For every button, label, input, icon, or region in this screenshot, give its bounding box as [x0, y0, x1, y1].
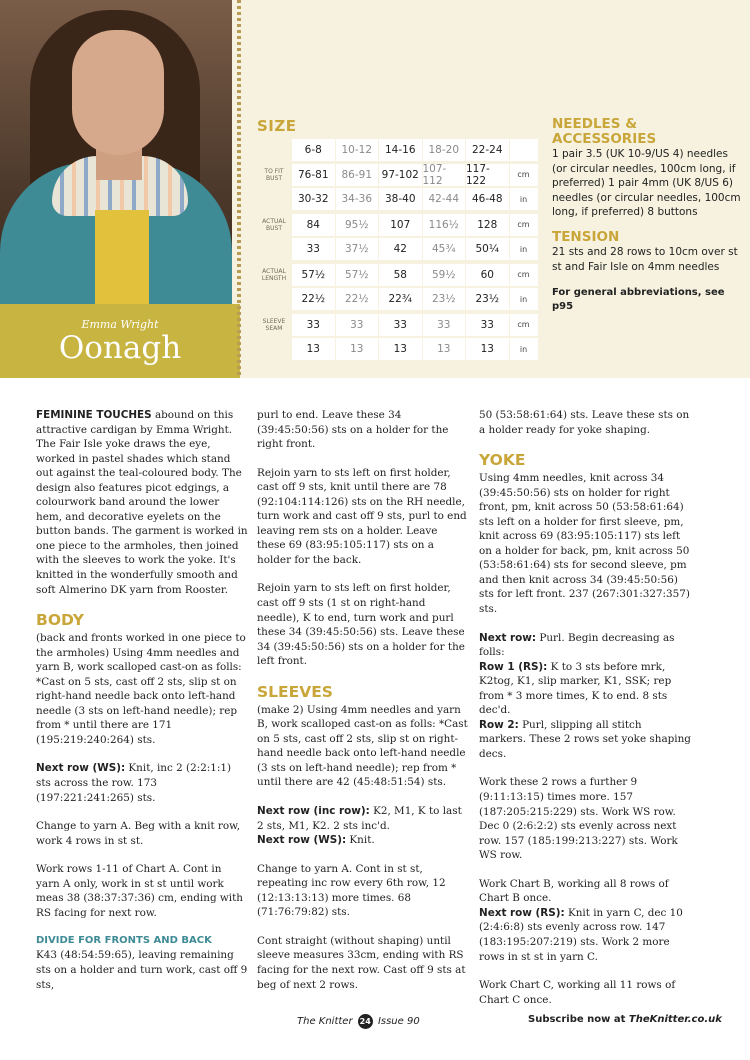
size-cell: 22-24	[466, 139, 509, 161]
size-cell: 46-48	[466, 188, 509, 210]
size-cell: 22½	[292, 288, 335, 310]
yoke-heading: YOKE	[479, 451, 526, 470]
size-cell: 86-91	[336, 164, 379, 186]
size-cell: 33	[466, 314, 509, 336]
intro-text: abound on this attractive cardigan by Emma Wright. The Fair Isle yoke draws the eye, worked in pastel shades which stand out against the teal-coloured body. The design also features picot edgings, a colourwork band around the lower hem, and decorative eyelets on the button bands. The garment is worked in one piece to the armholes, then joined with the sleeves to work the yoke. It's knitted in the wonderfully smooth and soft Almerino DK yarn from Rooster.	[36, 409, 248, 596]
size-table-row	[257, 213, 539, 238]
designer-name: Emma Wright	[81, 318, 159, 331]
size-cell: 117-122	[466, 164, 509, 186]
size-cell: 45¾	[423, 238, 466, 260]
text-column-1	[36, 408, 248, 1006]
tension-text: 21 sts and 28 rows to 10cm over st st and Fair Isle on 4mm needles	[552, 245, 738, 273]
stitch-divider	[237, 0, 241, 378]
sleeves-straight: Cont straight (without shaping) until sleeve measures 33cm, ending with RS facing for the next row. Cast off 9 sts at beg of next 2 rows.	[257, 934, 466, 991]
size-cell: 13	[336, 338, 379, 360]
size-cell: 95½	[336, 214, 379, 236]
size-cell: 18-20	[423, 139, 466, 161]
row2-text: Purl, slipping all stitch markers. These 2 rows set yoke shaping decs.	[479, 718, 691, 760]
model-photo	[0, 0, 232, 304]
size-cell: 10-12	[336, 139, 379, 161]
sleeves-shaping: Change to yarn A. Cont in st st, repeating inc row every 6th row, 12 (12:13:13:13) more times. 68 (71:76:79:82) sts.	[257, 862, 446, 919]
size-cell: 42	[379, 238, 422, 260]
site-link[interactable]: TheKnitter.co.uk	[628, 1014, 722, 1025]
size-unit: cm	[510, 214, 538, 236]
size-cell: 42-44	[423, 188, 466, 210]
yoke-rows	[479, 631, 691, 762]
size-cell: 13	[466, 338, 509, 360]
row1-label: Row 1 (RS):	[479, 660, 548, 673]
size-cell: 76-81	[292, 164, 335, 186]
body-heading: BODY	[36, 611, 84, 630]
size-table-row	[257, 163, 539, 188]
pattern-title: Oonagh	[58, 330, 182, 366]
size-cell: 6-8	[292, 139, 335, 161]
body-change-yarn: Change to yarn A. Beg with a knit row, work 4 rows in st st.	[36, 820, 241, 847]
chart-b-text	[479, 877, 691, 964]
size-cell: 50¼	[466, 238, 509, 260]
yoke-next-row-label: Next row:	[479, 631, 537, 644]
size-table	[257, 138, 539, 362]
chart-c-text: Work Chart C, working all 11 rows of Chart C once.	[479, 979, 676, 1006]
abbreviations-note: For general abbreviations, see p95	[552, 287, 725, 313]
size-table-row	[257, 138, 539, 163]
body-instructions: (back and fronts worked in one piece to the armholes) Using 4mm needles and yarn B, work scalloped cast-on as folls: *Cast on 5 sts, cast off 2 sts, slip st on right-hand needle back onto left-hand needle (3 sts on left-hand needle); rep from * until there are 171 (195:219:240:264) sts.	[36, 632, 246, 746]
size-cell: 57½	[292, 264, 335, 286]
sleeves-heading: SLEEVES	[257, 682, 333, 701]
ws-row-text: Knit.	[349, 834, 375, 847]
size-cell: 33	[336, 314, 379, 336]
size-row-label: SLEEVE SEAM	[262, 317, 286, 332]
footer-magazine	[297, 1014, 420, 1029]
sleeves-inc-row	[257, 804, 469, 848]
yoke-instructions: Using 4mm needles, knit across 34 (39:45:50:56) sts on holder for right front, pm, knit across 50 (53:58:61:64) sts left on a holder for first sleeve, pm, knit across 69 (83:95:105:117) sts left on a holder for back, pm, knit across 50 (53:58:61:64) sts for second sleeve, pm and then knit across 34 (39:45:50:56) sts for left front. 237 (267:301:327:357) sts.	[479, 472, 690, 616]
size-cell: 30-32	[292, 188, 335, 210]
size-table-row	[257, 187, 539, 212]
size-cell: 37½	[336, 238, 379, 260]
size-cell: 116½	[423, 214, 466, 236]
intro-paragraph	[36, 408, 248, 597]
size-cell: 59½	[423, 264, 466, 286]
text-column-3	[479, 408, 691, 1021]
page-number: 24	[358, 1014, 373, 1029]
page-footer	[0, 1014, 750, 1032]
size-cell: 57½	[336, 264, 379, 286]
intro-lead: FEMININE TOUCHES	[36, 409, 152, 421]
size-cell: 13	[379, 338, 422, 360]
row1-text: K to 3 sts before mrk, K2tog, K1, slip marker, K1, SSK; rep from * 3 more times, K to end. 8 sts dec'd.	[479, 660, 672, 717]
size-cell: 23½	[423, 288, 466, 310]
size-unit: cm	[510, 164, 538, 186]
size-unit: in	[510, 338, 538, 360]
size-cell: 107	[379, 214, 422, 236]
row2-label: Row 2:	[479, 718, 519, 731]
size-table-row	[257, 287, 539, 312]
size-cell: 33	[292, 238, 335, 260]
footer-subscribe	[528, 1014, 722, 1025]
size-unit: in	[510, 188, 538, 210]
issue-number: Issue 90	[377, 1016, 420, 1027]
size-cell: 58	[379, 264, 422, 286]
magazine-name: The Knitter	[297, 1016, 353, 1027]
needles-heading: NEEDLES & ACCESSORIES	[552, 116, 657, 147]
left-front-text: Rejoin yarn to sts left on first holder, cast off 9 sts (1 st on right-hand needle), K to end, turn work and purl these 34 (39:45:50:56) sts. Leave these 34 (39:45:50:56) sts on a holder for the left front.	[257, 582, 465, 668]
inc-row-text: K2, M1, K to last 2 sts, M1, K2. 2 sts inc'd.	[257, 805, 462, 832]
body-chart-a: Work rows 1-11 of Chart A. Cont in yarn A only, work in st st until work meas 38 (38:37:37:36) cm, ending with RS facing for next row.	[36, 863, 243, 919]
size-cell: 33	[379, 314, 422, 336]
size-cell: 97-102	[379, 164, 422, 186]
text-column-2	[257, 408, 469, 1006]
size-unit: cm	[510, 264, 538, 286]
sleeve-holder-text: 50 (53:58:61:64) sts. Leave these sts on a holder ready for yoke shaping.	[479, 409, 690, 436]
size-cell: 34-36	[336, 188, 379, 210]
tension-heading: TENSION	[552, 228, 620, 245]
size-table-row	[257, 313, 539, 338]
size-unit: in	[510, 288, 538, 310]
size-unit: in	[510, 238, 538, 260]
size-cell: 22¾	[379, 288, 422, 310]
size-cell: 13	[292, 338, 335, 360]
size-row-label: ACTUAL BUST	[262, 217, 286, 232]
ws-row-label: Next row (WS):	[257, 834, 347, 847]
size-table-row	[257, 263, 539, 288]
divide-heading: DIVIDE FOR FRONTS AND BACK	[36, 935, 212, 947]
size-row-label: ACTUAL LENGTH	[261, 267, 287, 282]
size-unit	[510, 139, 538, 161]
size-cell: 23½	[466, 288, 509, 310]
size-cell: 22½	[336, 288, 379, 310]
size-cell: 84	[292, 214, 335, 236]
body-next-row	[36, 761, 248, 805]
size-unit: cm	[510, 314, 538, 336]
size-cell: 60	[466, 264, 509, 286]
size-cell: 14-16	[379, 139, 422, 161]
subscribe-text: Subscribe now at	[528, 1014, 626, 1025]
back-text: Rejoin yarn to sts left on first holder, cast off 9 sts, knit until there are 78 (92:104:114:126) sts on the RH needle, turn work and cast off 9 sts, purl to end leaving rem sts on a holder. Leave these 69 (83:95:105:117) sts on a holder for the back.	[257, 466, 467, 566]
size-heading: SIZE	[257, 117, 297, 135]
sleeves-instructions: (make 2) Using 4mm needles and yarn B, work scalloped cast-on as folls: *Cast on 5 sts, cast off 2 sts, slip st on right-hand needle back onto left-hand needle (3 sts on left-hand needle); rep from * until there are 42 (45:48:51:54) sts.	[257, 703, 468, 789]
size-cell: 13	[423, 338, 466, 360]
size-cell: 128	[466, 214, 509, 236]
yoke-repeat: Work these 2 rows a further 9 (9:11:13:15) times more. 157 (187:205:215:229) sts. Work WS row. Dec 0 (2:6:2:2) sts evenly across next row. 157 (185:199:213:227) sts. Work WS row.	[479, 776, 678, 862]
yoke-next-row-text: Purl. Begin decreasing as folls:	[479, 631, 675, 659]
size-cell: 33	[292, 314, 335, 336]
size-cell: 107-112	[423, 164, 466, 186]
inc-row-label: Next row (inc row):	[257, 805, 370, 818]
size-table-row	[257, 337, 539, 362]
next-row-label: Next row (WS):	[36, 762, 126, 775]
size-table-row	[257, 237, 539, 262]
rs-row-label: Next row (RS):	[479, 906, 565, 919]
chart-b-intro: Work Chart B, working all 8 rows of Chart B once.	[479, 877, 669, 905]
size-row-label: TO FIT BUST	[264, 167, 284, 182]
next-row-text: Knit, inc 2 (2:2:1:1) sts across the row. 173 (197:221:241:265) sts.	[36, 762, 232, 804]
sidebar	[552, 117, 742, 314]
size-cell: 33	[423, 314, 466, 336]
right-front-text: purl to end. Leave these 34 (39:45:50:56) sts on a holder for the right front.	[257, 409, 449, 451]
divide-text: K43 (48:54:59:65), leaving remaining sts on a holder and turn work, cast off 9 sts,	[36, 949, 248, 991]
rs-row-text: Knit in yarn C, dec 10 (2:4:6:8) sts evenly across row. 147 (183:195:207:219) sts. Work 2 more rows in st st in yarn C.	[479, 906, 683, 963]
needles-text: 1 pair 3.5 (UK 10-9/US 4) needles (or circular needles, 100cm long, if preferred) 1 pair 4mm (UK 8/US 6) needles (or circular needles, 100cm long, if preferred) 8 buttons	[552, 148, 741, 219]
size-cell: 38-40	[379, 188, 422, 210]
